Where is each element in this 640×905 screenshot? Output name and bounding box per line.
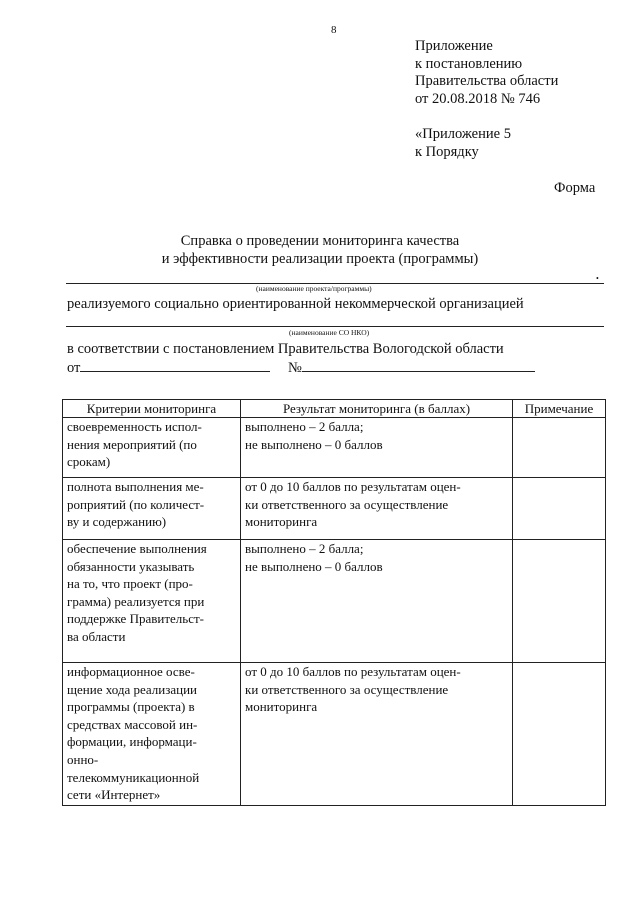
table-header-row xyxy=(63,400,606,418)
from-label: от xyxy=(67,360,81,376)
number-label: № xyxy=(288,360,302,376)
appendix-line: к постановлению xyxy=(415,55,523,72)
appendix-line: от 20.08.2018 № 746 xyxy=(415,90,541,107)
column-header-note: Примечание xyxy=(513,400,606,418)
appendix-heading xyxy=(415,38,558,161)
table-row xyxy=(63,478,606,540)
title-line: Справка о проведении мониторинга качества xyxy=(180,233,460,249)
title-line: и эффективности реализации проекта (программы) xyxy=(161,251,479,267)
stray-mark: • xyxy=(596,274,599,283)
table-row xyxy=(63,663,606,806)
result-cell: выполнено – 2 балла; не выполнено – 0 баллов xyxy=(241,540,513,663)
table-row xyxy=(63,540,606,663)
appendix-line: Правительства области xyxy=(415,73,559,89)
org-line: реализуемого социально ориентированной некоммерческой организацией xyxy=(67,296,524,312)
appendix-line: Приложение xyxy=(415,38,493,54)
form-label: Форма xyxy=(554,180,596,196)
page-number: 8 xyxy=(331,24,337,36)
nko-name-line xyxy=(66,326,604,327)
table-row xyxy=(63,418,606,478)
project-caption: (наименование проекта/программы) xyxy=(256,284,372,293)
note-cell xyxy=(513,418,606,478)
result-cell: от 0 до 10 баллов по результатам оцен- ки ответственного за осуществление мониторинга xyxy=(241,478,513,540)
appendix-line: «Приложение 5 xyxy=(415,126,511,142)
decree-date-number-line xyxy=(67,359,535,377)
monitoring-table xyxy=(62,399,606,806)
criterion-cell: обеспечение выполнения обязанности указывать на то, что проект (про- грамма) реализуется при поддержке Правительст- ва области xyxy=(63,540,241,663)
result-cell: выполнено – 2 балла; не выполнено – 0 баллов xyxy=(241,418,513,478)
document-title xyxy=(0,232,640,268)
date-blank xyxy=(80,359,270,372)
column-header-result: Результат мониторинга (в баллах) xyxy=(241,400,513,418)
criterion-cell: информационное осве- щение хода реализации программы (проекта) в средствах массовой ин- формации, информаци- онно- телекоммуникационной сети «Интернет» xyxy=(63,663,241,806)
criterion-cell: полнота выполнения ме- роприятий (по количест- ву и содержанию) xyxy=(63,478,241,540)
criterion-cell: своевременность испол- нения мероприятий (по срокам) xyxy=(63,418,241,478)
decree-line: в соответствии с постановлением Правительства Вологодской области xyxy=(67,341,504,357)
number-blank xyxy=(302,359,535,372)
appendix-line: к Порядку xyxy=(415,143,479,160)
nko-caption: (наименование СО НКО) xyxy=(289,328,370,337)
column-header-criteria: Критерии мониторинга xyxy=(63,400,241,418)
note-cell xyxy=(513,663,606,806)
note-cell xyxy=(513,478,606,540)
note-cell xyxy=(513,540,606,663)
result-cell: от 0 до 10 баллов по результатам оцен- ки ответственного за осуществление мониторинга xyxy=(241,663,513,806)
